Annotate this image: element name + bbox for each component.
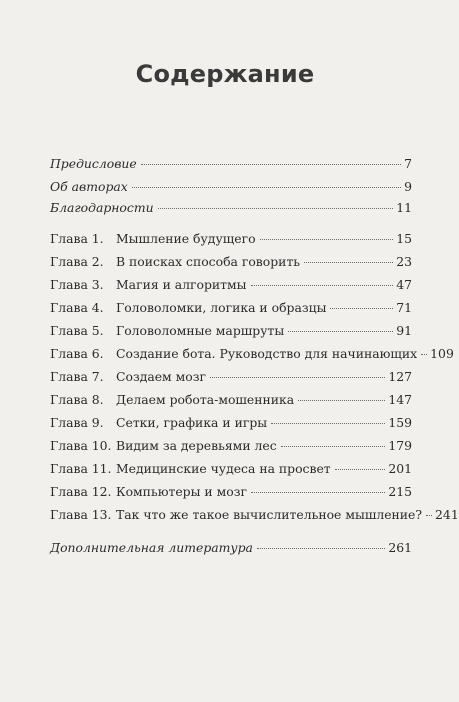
dot-leader: [260, 239, 394, 240]
toc-entry-label: Магия и алгоритмы: [116, 277, 247, 292]
toc-entry-chapter-7: [50, 368, 412, 386]
toc-entry-page: 201: [388, 461, 412, 476]
toc-entry-label: Дополнительная литература: [50, 540, 253, 555]
chapter-number: Глава 6.: [50, 346, 104, 361]
toc-entry-label: Благодарности: [50, 200, 154, 215]
toc-entry-page: 179: [388, 438, 412, 453]
dot-leader: [298, 400, 385, 401]
toc-entry-chapter-2: [50, 253, 412, 271]
dot-leader: [257, 548, 385, 549]
toc-entry-chapter-4: [50, 299, 412, 317]
chapter-number: Глава 10.: [50, 438, 112, 453]
toc-entry-label: Сетки, графика и игры: [116, 415, 268, 430]
chapter-number: Глава 9.: [50, 415, 104, 430]
toc-entry-page: 241: [435, 507, 459, 522]
dot-leader: [132, 187, 401, 188]
chapter-number: Глава 13.: [50, 507, 112, 522]
toc-entry-page: 91: [396, 323, 412, 338]
chapter-number: Глава 8.: [50, 392, 104, 407]
dot-leader: [288, 331, 393, 332]
toc-entry-page: 9: [404, 179, 412, 194]
toc-entry-page: 23: [396, 254, 412, 269]
toc-entry-chapter-8: [50, 391, 412, 409]
toc-entry-acknowledgements: [50, 199, 412, 217]
toc-entry-page: 109: [430, 346, 454, 361]
toc-entry-page: 215: [388, 484, 412, 499]
toc-entry-chapter-9: [50, 414, 412, 432]
toc-entry-label: Делаем робота-мошенника: [116, 392, 295, 407]
toc-entry-chapter-12: [50, 483, 412, 501]
dot-leader: [271, 423, 385, 424]
toc-entry-label: В поисках способа говорить: [116, 254, 301, 269]
toc-entry-about-authors: [50, 178, 412, 196]
dot-leader: [330, 308, 393, 309]
dot-leader: [421, 354, 427, 355]
toc-entry-page: 15: [396, 231, 412, 246]
dot-leader: [304, 262, 393, 263]
dot-leader: [251, 285, 394, 286]
dot-leader: [426, 515, 432, 516]
chapter-number: Глава 7.: [50, 369, 104, 384]
toc-entry-page: 47: [396, 277, 412, 292]
toc-entry-label: Видим за деревьями лес: [116, 438, 277, 453]
toc-entry-label: Предисловие: [50, 156, 137, 171]
dot-leader: [281, 446, 386, 447]
toc-entry-preface: [50, 155, 412, 173]
toc-entry-chapter-3: [50, 276, 412, 294]
toc-entry-label: Создание бота. Руководство для начинающих: [116, 346, 418, 361]
toc-entry-label: Медицинские чудеса на просвет: [116, 461, 331, 476]
toc-entry-label: Об авторах: [50, 179, 128, 194]
dot-leader: [141, 164, 401, 165]
toc-entry-chapter-13: [50, 506, 459, 524]
toc-entry-label: Так что же такое вычислительное мышление?: [116, 507, 423, 522]
dot-leader: [251, 492, 385, 493]
toc-entry-page: 127: [388, 369, 412, 384]
toc-entry-label: Головоломки, логика и образцы: [116, 300, 327, 315]
toc-entry-chapter-6: [50, 345, 454, 363]
toc-entry-page: 159: [388, 415, 412, 430]
toc-entry-page: 11: [396, 200, 412, 215]
chapter-number: Глава 2.: [50, 254, 104, 269]
toc-entry-chapter-5: [50, 322, 412, 340]
toc-entry-label: Создаем мозг: [116, 369, 206, 384]
toc-entry-page: 147: [388, 392, 412, 407]
chapter-number: Глава 11.: [50, 461, 112, 476]
page-title: Содержание: [135, 60, 315, 88]
toc-entry-chapter-11: [50, 460, 412, 478]
toc-entry-page: 71: [396, 300, 412, 315]
toc-entry-label: Головоломные маршруты: [116, 323, 285, 338]
toc-entry-chapter-1: [50, 230, 412, 248]
dot-leader: [158, 208, 394, 209]
chapter-number: Глава 12.: [50, 484, 112, 499]
chapter-number: Глава 3.: [50, 277, 104, 292]
toc-entry-page: 261: [388, 540, 412, 555]
toc-entry-chapter-10: [50, 437, 412, 455]
chapter-number: Глава 1.: [50, 231, 104, 246]
dot-leader: [335, 469, 386, 470]
toc-entry-label: Мышление будущего: [116, 231, 256, 246]
dot-leader: [210, 377, 385, 378]
toc-entry-further-reading: [50, 539, 412, 557]
chapter-number: Глава 5.: [50, 323, 104, 338]
toc-entry-page: 7: [404, 156, 412, 171]
toc-entry-label: Компьютеры и мозг: [116, 484, 247, 499]
chapter-number: Глава 4.: [50, 300, 104, 315]
